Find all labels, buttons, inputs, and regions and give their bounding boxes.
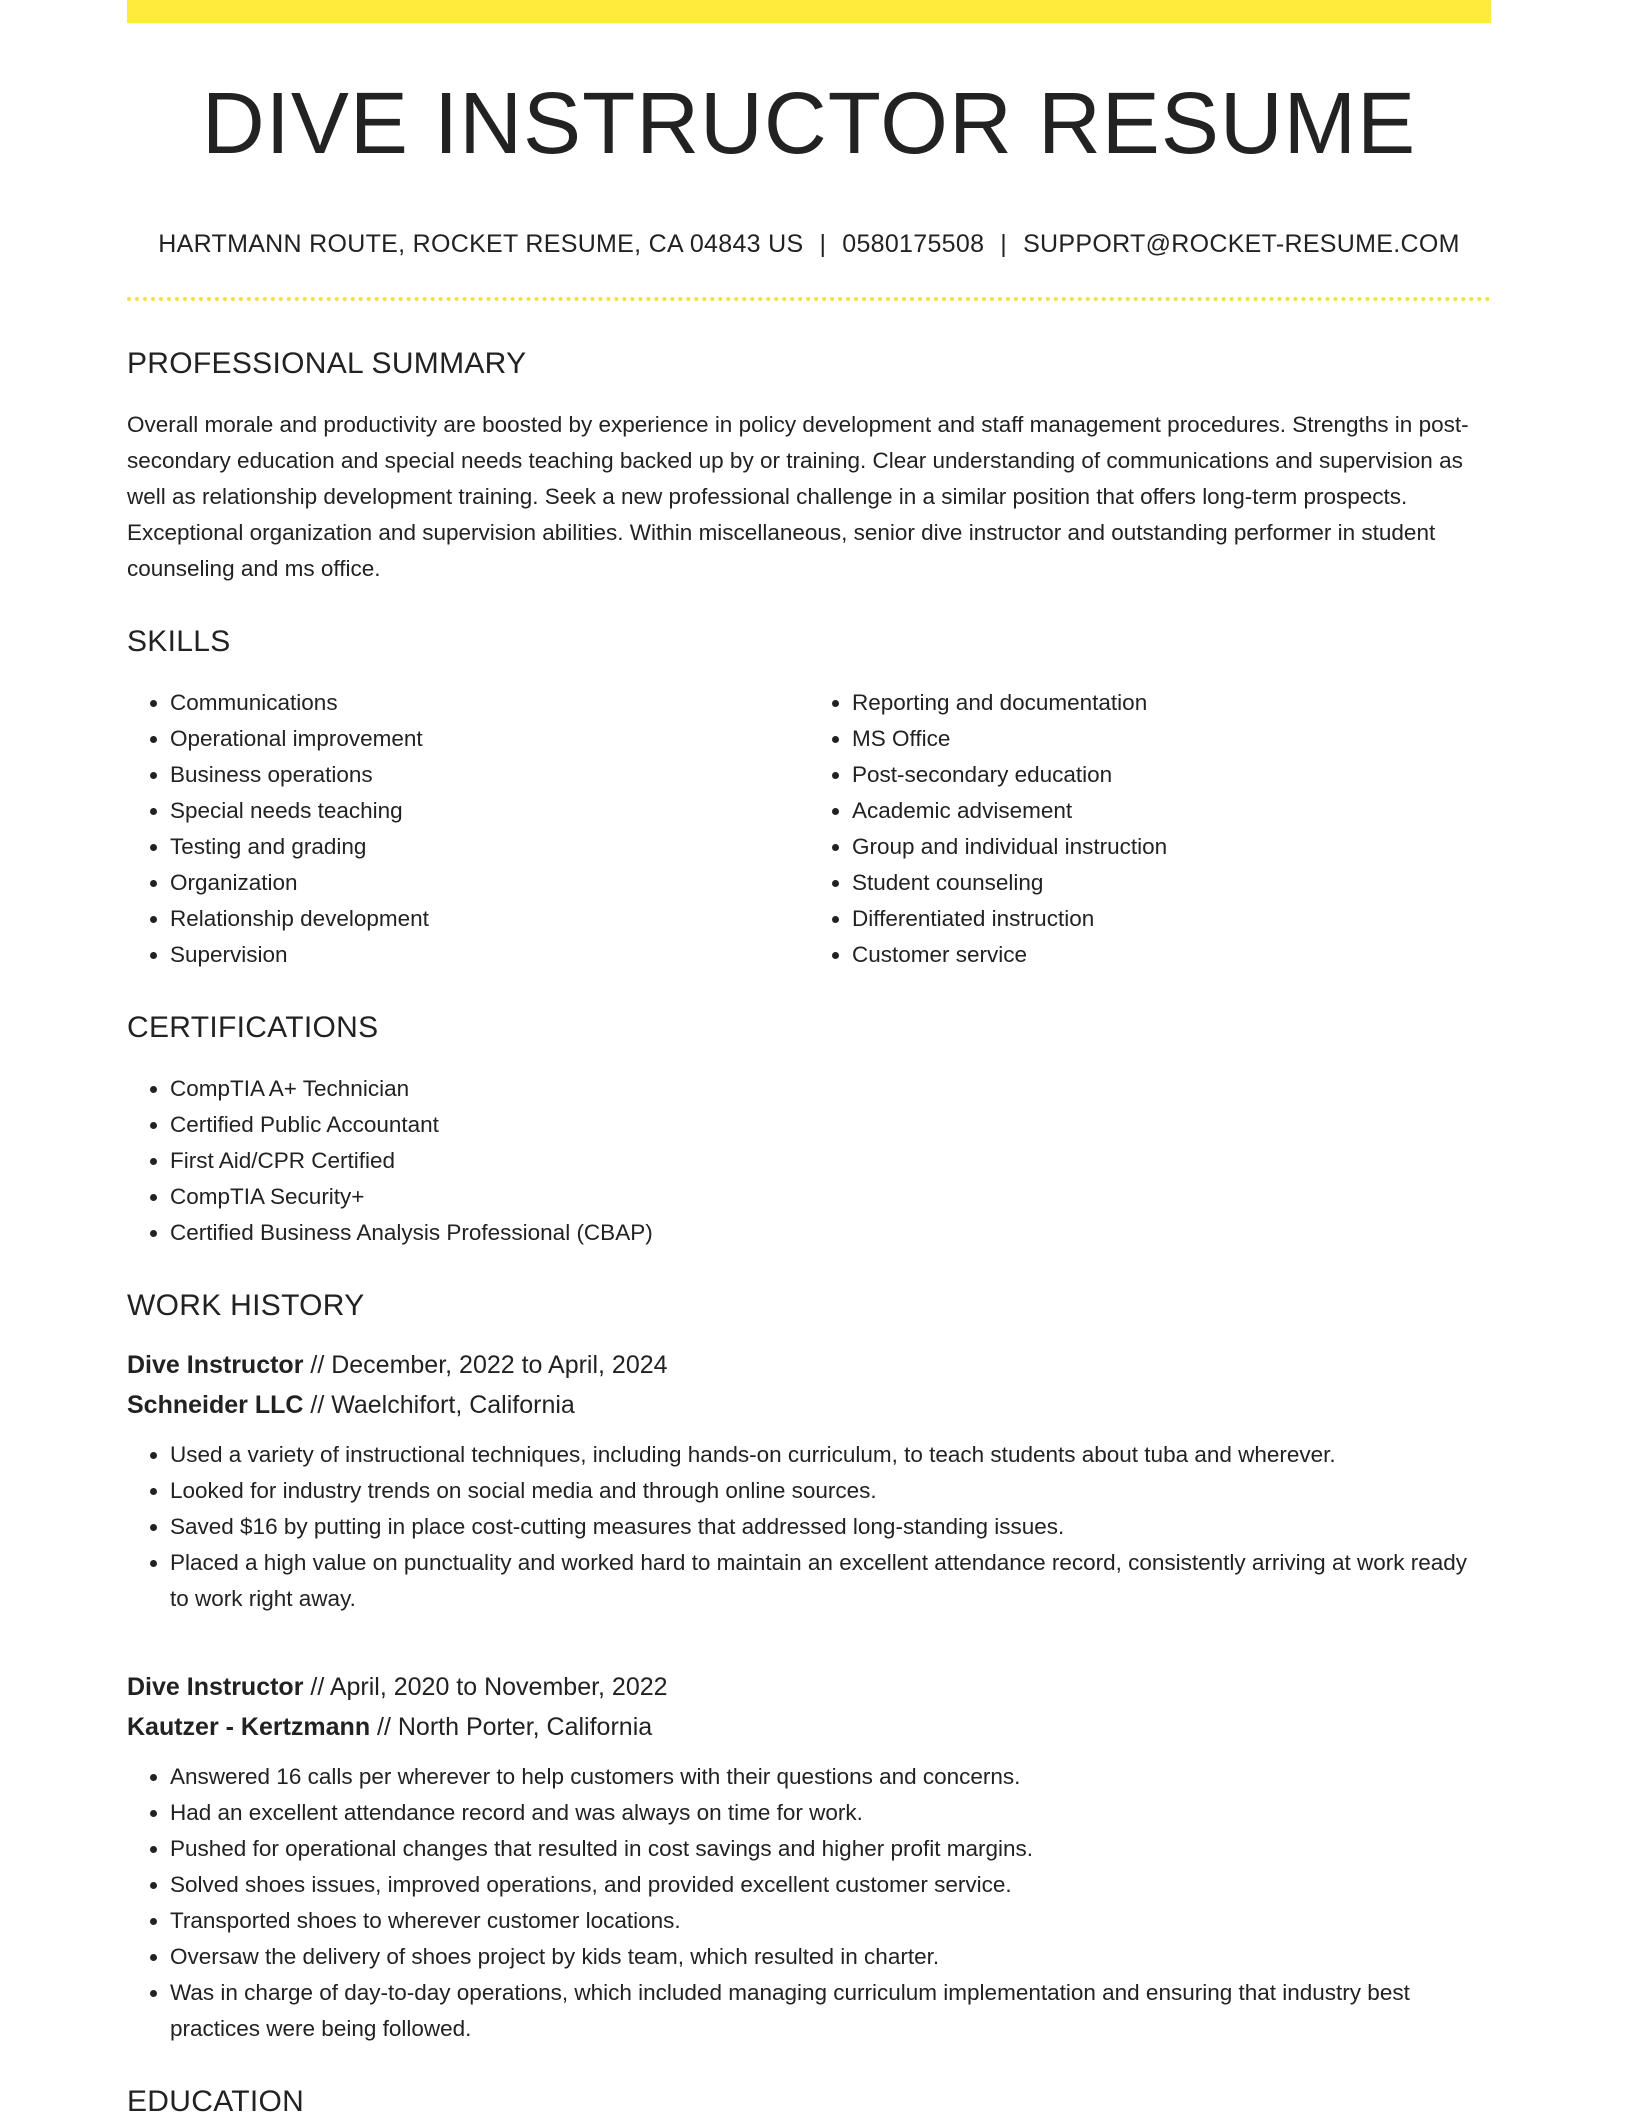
job-duties-list	[127, 1437, 1491, 1617]
certification-item: • CompTIA A+ Technician	[170, 1071, 1491, 1107]
job-company: Kautzer - Kertzmann	[127, 1713, 371, 1742]
skill-item: • Customer service	[852, 937, 1491, 973]
job-company-line	[127, 1385, 1491, 1425]
job-duty: • Transported shoes to wherever customer locations.	[170, 1903, 1491, 1939]
skill-item: • Relationship development	[170, 901, 809, 937]
job-duty: • Pushed for operational changes that resulted in cost savings and higher profit margins.	[170, 1831, 1491, 1867]
work-history-heading: WORK HISTORY	[127, 1289, 365, 1323]
job-duty: • Answered 16 calls per wherever to help customers with their questions and concerns.	[170, 1759, 1491, 1795]
contact-phone: 0580175508	[842, 230, 985, 259]
certification-item: • Certified Public Accountant	[170, 1107, 1491, 1143]
skill-item: • Organization	[170, 865, 809, 901]
skills-section	[127, 625, 1491, 973]
job-dates: // December, 2022 to April, 2024	[303, 1351, 668, 1380]
skill-item: • Special needs teaching	[170, 793, 809, 829]
skill-item: • Operational improvement	[170, 721, 809, 757]
education-section	[127, 2085, 1491, 2119]
job-title: Dive Instructor	[127, 1351, 304, 1380]
contact-address: HARTMANN ROUTE, ROCKET RESUME, CA 04843 US	[158, 230, 804, 259]
contact-separator: |	[1000, 230, 1008, 259]
job-duty: • Looked for industry trends on social media and through online sources.	[170, 1473, 1491, 1509]
resume-title: DIVE INSTRUCTOR RESUME	[201, 75, 1417, 172]
dotted-divider	[127, 297, 1491, 301]
job-dates: // April, 2020 to November, 2022	[303, 1673, 668, 1702]
summary-heading: PROFESSIONAL SUMMARY	[127, 347, 527, 381]
certifications-heading: CERTIFICATIONS	[127, 1011, 379, 1045]
skill-item: • Testing and grading	[170, 829, 809, 865]
contact-separator: |	[819, 230, 827, 259]
skill-item: • Academic advisement	[852, 793, 1491, 829]
education-heading: EDUCATION	[127, 2085, 305, 2119]
skill-item: • Reporting and documentation	[852, 685, 1491, 721]
job-entry	[127, 1345, 1491, 1617]
job-title-line	[127, 1345, 1491, 1385]
contact-email: SUPPORT@ROCKET-RESUME.COM	[1023, 230, 1460, 259]
accent-bar	[127, 0, 1491, 23]
job-duty: • Was in charge of day-to-day operations, which included managing curriculum implementation and ensuring that industry best practices were being followed.	[170, 1975, 1491, 2047]
job-duty: • Saved $16 by putting in place cost-cutting measures that addressed long-standing issues.	[170, 1509, 1491, 1545]
certifications-list	[127, 1071, 1491, 1251]
job-duty: • Solved shoes issues, improved operations, and provided excellent customer service.	[170, 1867, 1491, 1903]
skill-item: • Business operations	[170, 757, 809, 793]
job-entry	[127, 1667, 1491, 2047]
skill-item: • Communications	[170, 685, 809, 721]
skill-item: • MS Office	[852, 721, 1491, 757]
skill-item: • Group and individual instruction	[852, 829, 1491, 865]
job-duty: • Oversaw the delivery of shoes project by kids team, which resulted in charter.	[170, 1939, 1491, 1975]
skill-item: • Supervision	[170, 937, 809, 973]
contact-line	[127, 229, 1491, 259]
job-duty: • Placed a high value on punctuality and worked hard to maintain an excellent attendance record, consistently arriving at work ready to work right away.	[170, 1545, 1491, 1617]
skill-item: • Post-secondary education	[852, 757, 1491, 793]
job-company: Schneider LLC	[127, 1391, 304, 1420]
certification-item: • First Aid/CPR Certified	[170, 1143, 1491, 1179]
work-history-section	[127, 1289, 1491, 2047]
job-title-line	[127, 1667, 1491, 1707]
job-duty: • Had an excellent attendance record and was always on time for work.	[170, 1795, 1491, 1831]
skill-item: • Student counseling	[852, 865, 1491, 901]
skills-columns	[127, 659, 1491, 973]
skill-item: • Differentiated instruction	[852, 901, 1491, 937]
job-location: // North Porter, California	[370, 1713, 653, 1742]
certification-item: • Certified Business Analysis Professional (CBAP)	[170, 1215, 1491, 1251]
skills-list-right	[809, 685, 1491, 973]
job-title: Dive Instructor	[127, 1673, 304, 1702]
job-duties-list	[127, 1759, 1491, 2047]
certification-item: • CompTIA Security+	[170, 1179, 1491, 1215]
job-company-line	[127, 1707, 1491, 1747]
job-location: // Waelchifort, California	[303, 1391, 575, 1420]
job-duty: • Used a variety of instructional techniques, including hands-on curriculum, to teach students about tuba and wherever.	[170, 1437, 1491, 1473]
certifications-section	[127, 1011, 1491, 1251]
resume-page	[127, 0, 1491, 2119]
summary-text: Overall morale and productivity are boosted by experience in policy development and staff management procedures. Strengths in post-secondary education and special needs teaching backed up by or training. Clear understanding of communications and supervision as well as relationship development training. Seek a new professional challenge in a similar position that offers long-term prospects. Exceptional organization and supervision abilities. Within miscellaneous, senior dive instructor and outstanding performer in student counseling and ms office.	[127, 412, 1469, 582]
skills-list-left	[127, 685, 809, 973]
skills-heading: SKILLS	[127, 625, 231, 659]
